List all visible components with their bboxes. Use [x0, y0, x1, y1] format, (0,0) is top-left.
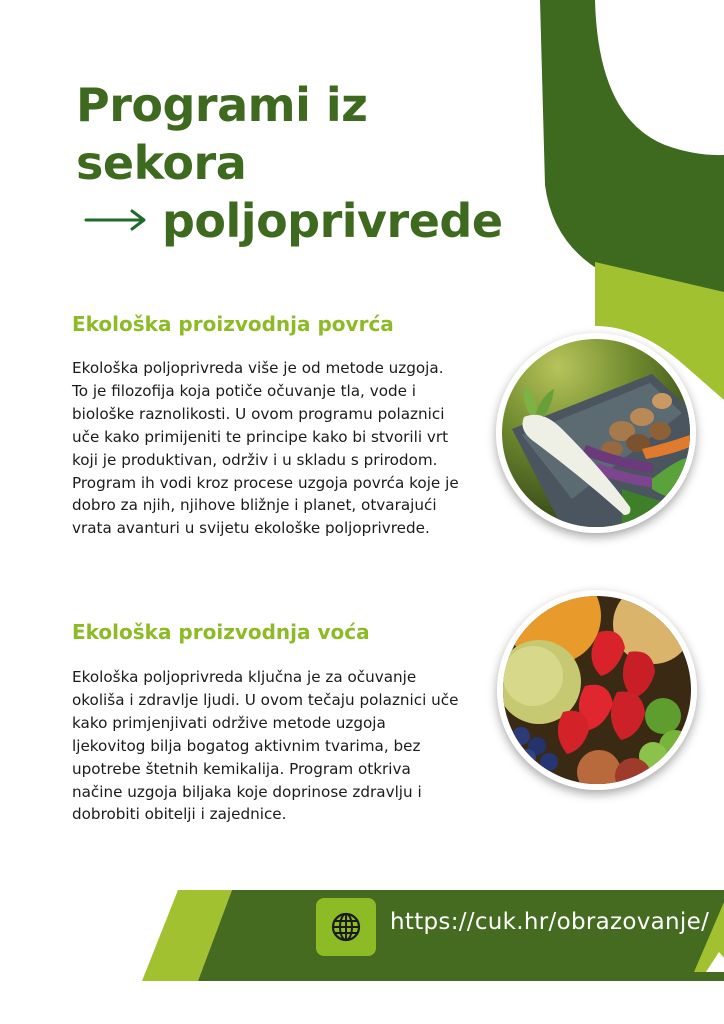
- vegetables-photo: [496, 333, 696, 533]
- section-heading-vegetables: Ekološka proizvodnja povrća: [72, 312, 394, 336]
- footer-bar: [198, 890, 724, 981]
- section-text-vegetables: Ekološka poljoprivreda više je od metode uzgoja. To je filozofija koja potiče očuvanje tla, vode i biološke raznolikosti. U ovom programu polaznici uče kako primijeniti te principe kako bi stvorili vrt koji je produktivan, održiv i u skladu s prirodom. Program ih vodi kroz procese uzgoja povrća koje je dobro za njih, njihove bližnje i planet, otvarajući vrata avanturi u svijetu ekološke poljoprivrede.: [72, 359, 459, 538]
- page-title: [76, 76, 503, 250]
- globe-icon-button[interactable]: [316, 898, 376, 956]
- section-heading-fruit: Ekološka proizvodnja voća: [72, 620, 370, 644]
- fruit-photo: [497, 590, 697, 790]
- website-link[interactable]: https://cuk.hr/obrazovanje/: [390, 909, 710, 935]
- globe-icon: [330, 911, 362, 943]
- title-line-3-wrapper: [76, 192, 503, 250]
- title-line-3: poljoprivrede: [162, 194, 503, 248]
- arrow-right-icon: [84, 206, 148, 234]
- top-right-curve: [540, 0, 724, 300]
- title-line-2: sekora: [76, 136, 247, 190]
- section-text-fruit: Ekološka poljoprivreda ključna je za očuvanje okoliša i zdravlje ljudi. U ovom tečaju polaznici uče kako primjenjivati održive metode uzgoja ljekovitog bilja bogatog aktivnim tvarima, bez upotrebe štetnih kemikalija. Program otkriva načine uzgoja biljaka koje doprinose zdravlju i dobrobiti obitelji i zajednice.: [72, 668, 459, 824]
- title-line-1: Programi iz: [76, 78, 368, 132]
